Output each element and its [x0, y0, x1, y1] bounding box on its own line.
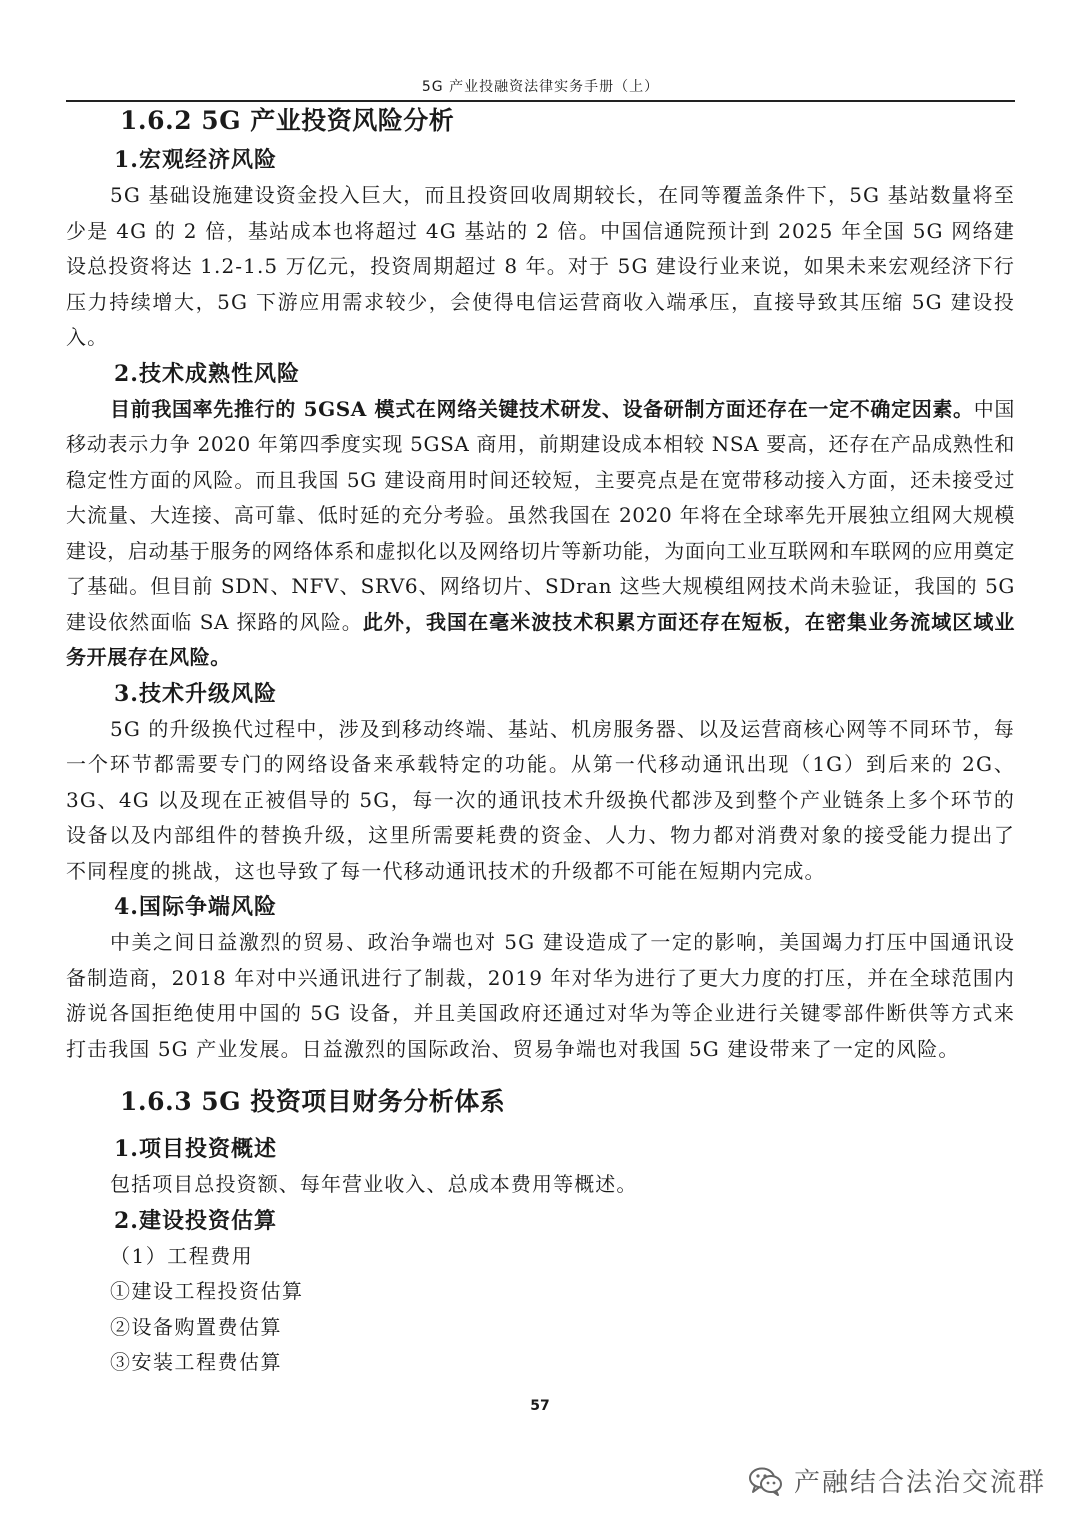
paragraph-tech-upgrade-risk: 5G 的升级换代过程中，涉及到移动终端、基站、机房服务器、以及运营商核心网等不同环节，每一个环节都需要专门的网络设备来承载特定的功能。从第一代移动通讯出现（1G）到后来的 2G、3G、4G 以及现在正被倡导的 5G，每一次的通讯技术升级换代都涉及到整个产业链条上多个环节的设备以及内部组件的替换升级，这里所需要耗费的资金、人力、物力都对消费对象的接受能力提出了不同程度的挑战，这也导致了每一代移动通讯技术的升级都不可能在短期内完成。	[66, 716, 1015, 883]
list-item: ①建设工程投资估算	[110, 1279, 304, 1303]
list-item: ③安装工程费估算	[110, 1350, 282, 1374]
subsection-heading-construction-estimate: 2.建设投资估算	[114, 1207, 277, 1234]
paragraph-tech-maturity-risk	[66, 392, 1015, 676]
bold-sentence-5gsa: 目前我国率先推行的 5GSA 模式在网络关键技术研发、设备研制方面还存在一定不确定因素。	[110, 396, 974, 421]
page-number: 57	[530, 1398, 550, 1414]
paragraph-macro-risk: 5G 基础设施建设资金投入巨大，而且投资回收周期较长，在同等覆盖条件下，5G 基站数量将至少是 4G 的 2 倍，基站成本也将超过 4G 基站的 2 倍。中国信通院预计到 2025 年全国 5G 网络建设总投资将达 1.2-1.5 万亿元，投资周期超过 8 年。对于 5G 建设行业来说，如果未来宏观经济下行压力持续增大，5G 下游应用需求较少，会使得电信运营商收入端承压，直接导致其压缩 5G 建设投入。	[66, 183, 1015, 349]
section-heading-1-6-3: 1.6.3 5G 投资项目财务分析体系	[120, 1087, 506, 1116]
subsection-heading-tech-maturity-risk: 2.技术成熟性风险	[114, 360, 300, 387]
running-header: 5G 产业投融资法律实务手册（上）	[421, 79, 660, 95]
normal-text-tech-maturity: 中国移动表示力争 2020 年第四季度实现 5GSA 商用，前期建设成本相较 NSA 要高，还存在产品成熟性和稳定性方面的风险。而且我国 5G 建设商用时间还较短，主要亮点是在宽带移动接入方面，还未接受过大流量、大连接、高可靠、低时延的充分考验。虽然我国在 2020 年将在全球率先开展独立组网大规模建设，启动基于服务的网络体系和虚拟化以及网络切片等新功能，为面向工业互联网和车联网的应用奠定了基础。但目前 SDN、NFV、SRV6、网络切片、SDran 这些大规模组网技术尚未验证，我国的 5G 建设依然面临 SA 探路的风险。	[66, 396, 1015, 634]
watermark-text: 产融结合法治交流群	[793, 1468, 1046, 1498]
page-content	[66, 100, 1015, 1381]
paragraph-intl-dispute-risk: 中美之间日益激烈的贸易、政治争端也对 5G 建设造成了一定的影响，美国竭力打压中国通讯设备制造商，2018 年对中兴通讯进行了制裁，2019 年对华为进行了更大力度的打压，并在全球范围内游说各国拒绝使用中国的 5G 设备，并且美国政府还通过对华为等企业进行关键零部件断供等方式来打击我国 5G 产业发展。日益激烈的国际政治、贸易争端也对我国 5G 建设带来了一定的风险。	[66, 930, 1015, 1061]
wechat-icon	[748, 1466, 784, 1496]
subsection-heading-macro-risk: 1.宏观经济风险	[114, 147, 277, 173]
subsection-heading-tech-upgrade-risk: 3.技术升级风险	[114, 680, 277, 707]
bold-sentence-mmwave: 此外，我国在毫米波技术积累方面还存在短板，在密集业务流域区域业务开展存在风险。	[66, 609, 1015, 669]
subsection-heading-project-overview: 1.项目投资概述	[114, 1136, 277, 1162]
section-heading-1-6-2: 1.6.2 5G 产业投资风险分析	[120, 106, 455, 135]
list-item: ②设备购置费估算	[110, 1314, 282, 1339]
wechat-watermark	[748, 1462, 1046, 1499]
paragraph-project-overview: 包括项目总投资额、每年营业收入、总成本费用等概述。	[110, 1172, 638, 1196]
subsection-heading-intl-dispute-risk: 4.国际争端风险	[114, 894, 277, 920]
list-item: （1）工程费用	[110, 1243, 254, 1268]
